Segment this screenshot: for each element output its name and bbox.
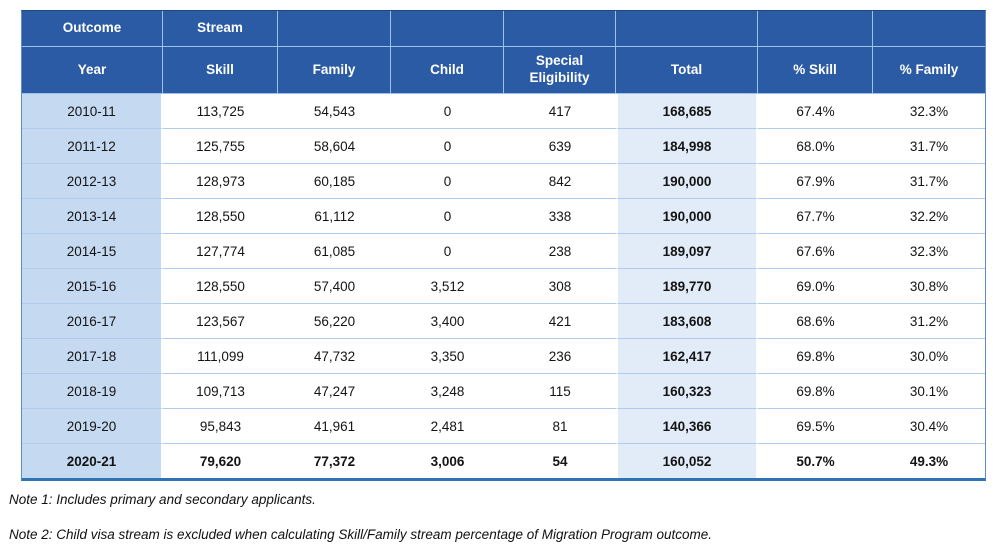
cell-pct-family: 31.2%	[873, 304, 985, 339]
header-skill: Skill	[163, 47, 278, 94]
header-spacer	[278, 11, 391, 47]
cell-family: 61,112	[278, 199, 391, 234]
cell-child: 0	[391, 199, 504, 234]
cell-pct-family: 32.3%	[873, 234, 985, 269]
cell-total: 140,366	[616, 409, 758, 444]
header-spacer	[504, 11, 616, 47]
header-row-columns	[22, 47, 985, 94]
cell-child: 3,350	[391, 339, 504, 374]
cell-total: 190,000	[616, 164, 758, 199]
migration-program-table	[21, 10, 986, 481]
table-row	[22, 94, 985, 129]
cell-pct-family: 32.2%	[873, 199, 985, 234]
cell-family: 77,372	[278, 444, 391, 478]
header-total: Total	[616, 47, 758, 94]
cell-skill: 111,099	[163, 339, 278, 374]
cell-total: 162,417	[616, 339, 758, 374]
cell-total: 190,000	[616, 199, 758, 234]
cell-skill: 79,620	[163, 444, 278, 478]
cell-pct-skill: 67.6%	[758, 234, 873, 269]
cell-special: 639	[504, 129, 616, 164]
cell-skill: 125,755	[163, 129, 278, 164]
footnotes	[9, 492, 712, 556]
cell-year: 2012-13	[22, 164, 163, 199]
header-year: Year	[22, 47, 163, 94]
header-family: Family	[278, 47, 391, 94]
cell-year: 2011-12	[22, 129, 163, 164]
cell-pct-skill: 68.0%	[758, 129, 873, 164]
cell-year: 2014-15	[22, 234, 163, 269]
cell-skill: 113,725	[163, 94, 278, 129]
cell-family: 54,543	[278, 94, 391, 129]
header-pct-family: % Family	[873, 47, 985, 94]
cell-pct-skill: 67.7%	[758, 199, 873, 234]
cell-skill: 128,550	[163, 269, 278, 304]
note-1: Note 1: Includes primary and secondary applicants.	[9, 492, 316, 507]
header-special-eligibility: Special Eligibility	[504, 47, 616, 94]
header-stream: Stream	[163, 11, 278, 47]
cell-pct-family: 30.4%	[873, 409, 985, 444]
cell-pct-skill: 50.7%	[758, 444, 873, 478]
cell-pct-family: 31.7%	[873, 129, 985, 164]
cell-pct-skill: 69.8%	[758, 339, 873, 374]
table-row	[22, 164, 985, 199]
cell-child: 3,400	[391, 304, 504, 339]
cell-year: 2018-19	[22, 374, 163, 409]
cell-skill: 123,567	[163, 304, 278, 339]
cell-pct-skill: 67.4%	[758, 94, 873, 129]
cell-child: 3,006	[391, 444, 504, 478]
cell-skill: 128,973	[163, 164, 278, 199]
cell-child: 3,248	[391, 374, 504, 409]
table-row	[22, 304, 985, 339]
cell-total: 160,052	[616, 444, 758, 478]
cell-year: 2016-17	[22, 304, 163, 339]
cell-total: 184,998	[616, 129, 758, 164]
cell-skill: 128,550	[163, 199, 278, 234]
header-spacer	[758, 11, 873, 47]
table-row	[22, 444, 985, 478]
table-row	[22, 374, 985, 409]
cell-family: 47,732	[278, 339, 391, 374]
cell-special: 81	[504, 409, 616, 444]
cell-skill: 127,774	[163, 234, 278, 269]
cell-total: 189,770	[616, 269, 758, 304]
cell-pct-skill: 69.8%	[758, 374, 873, 409]
header-pct-skill: % Skill	[758, 47, 873, 94]
cell-year: 2017-18	[22, 339, 163, 374]
cell-pct-skill: 67.9%	[758, 164, 873, 199]
cell-pct-family: 32.3%	[873, 94, 985, 129]
header-child: Child	[391, 47, 504, 94]
cell-skill: 109,713	[163, 374, 278, 409]
table-row	[22, 199, 985, 234]
cell-family: 57,400	[278, 269, 391, 304]
cell-family: 47,247	[278, 374, 391, 409]
cell-special: 421	[504, 304, 616, 339]
cell-year: 2015-16	[22, 269, 163, 304]
cell-child: 0	[391, 164, 504, 199]
note-2: Note 2: Child visa stream is excluded when calculating Skill/Family stream percentage of Migration Program outcome.	[9, 527, 713, 542]
table-row	[22, 409, 985, 444]
table-row	[22, 234, 985, 269]
cell-total: 183,608	[616, 304, 758, 339]
cell-pct-family: 30.0%	[873, 339, 985, 374]
cell-child: 0	[391, 129, 504, 164]
cell-family: 61,085	[278, 234, 391, 269]
header-outcome: Outcome	[22, 11, 163, 47]
cell-pct-family: 31.7%	[873, 164, 985, 199]
cell-family: 58,604	[278, 129, 391, 164]
cell-total: 160,323	[616, 374, 758, 409]
table-row	[22, 269, 985, 304]
cell-year: 2020-21	[22, 444, 163, 478]
cell-total: 189,097	[616, 234, 758, 269]
table-row	[22, 339, 985, 374]
cell-family: 56,220	[278, 304, 391, 339]
cell-special: 308	[504, 269, 616, 304]
header-spacer	[616, 11, 758, 47]
cell-child: 0	[391, 94, 504, 129]
cell-year: 2013-14	[22, 199, 163, 234]
cell-pct-skill: 69.0%	[758, 269, 873, 304]
cell-family: 60,185	[278, 164, 391, 199]
cell-pct-family: 49.3%	[873, 444, 985, 478]
cell-special: 54	[504, 444, 616, 478]
cell-special: 417	[504, 94, 616, 129]
cell-year: 2019-20	[22, 409, 163, 444]
cell-child: 2,481	[391, 409, 504, 444]
header-spacer	[873, 11, 985, 47]
cell-pct-family: 30.1%	[873, 374, 985, 409]
cell-special: 115	[504, 374, 616, 409]
cell-special: 236	[504, 339, 616, 374]
cell-special: 238	[504, 234, 616, 269]
cell-special: 338	[504, 199, 616, 234]
table-row	[22, 129, 985, 164]
cell-special: 842	[504, 164, 616, 199]
header-row-group	[22, 11, 985, 47]
cell-total: 168,685	[616, 94, 758, 129]
cell-child: 3,512	[391, 269, 504, 304]
cell-skill: 95,843	[163, 409, 278, 444]
cell-pct-skill: 69.5%	[758, 409, 873, 444]
cell-pct-skill: 68.6%	[758, 304, 873, 339]
cell-family: 41,961	[278, 409, 391, 444]
cell-child: 0	[391, 234, 504, 269]
cell-year: 2010-11	[22, 94, 163, 129]
header-spacer	[391, 11, 504, 47]
cell-pct-family: 30.8%	[873, 269, 985, 304]
